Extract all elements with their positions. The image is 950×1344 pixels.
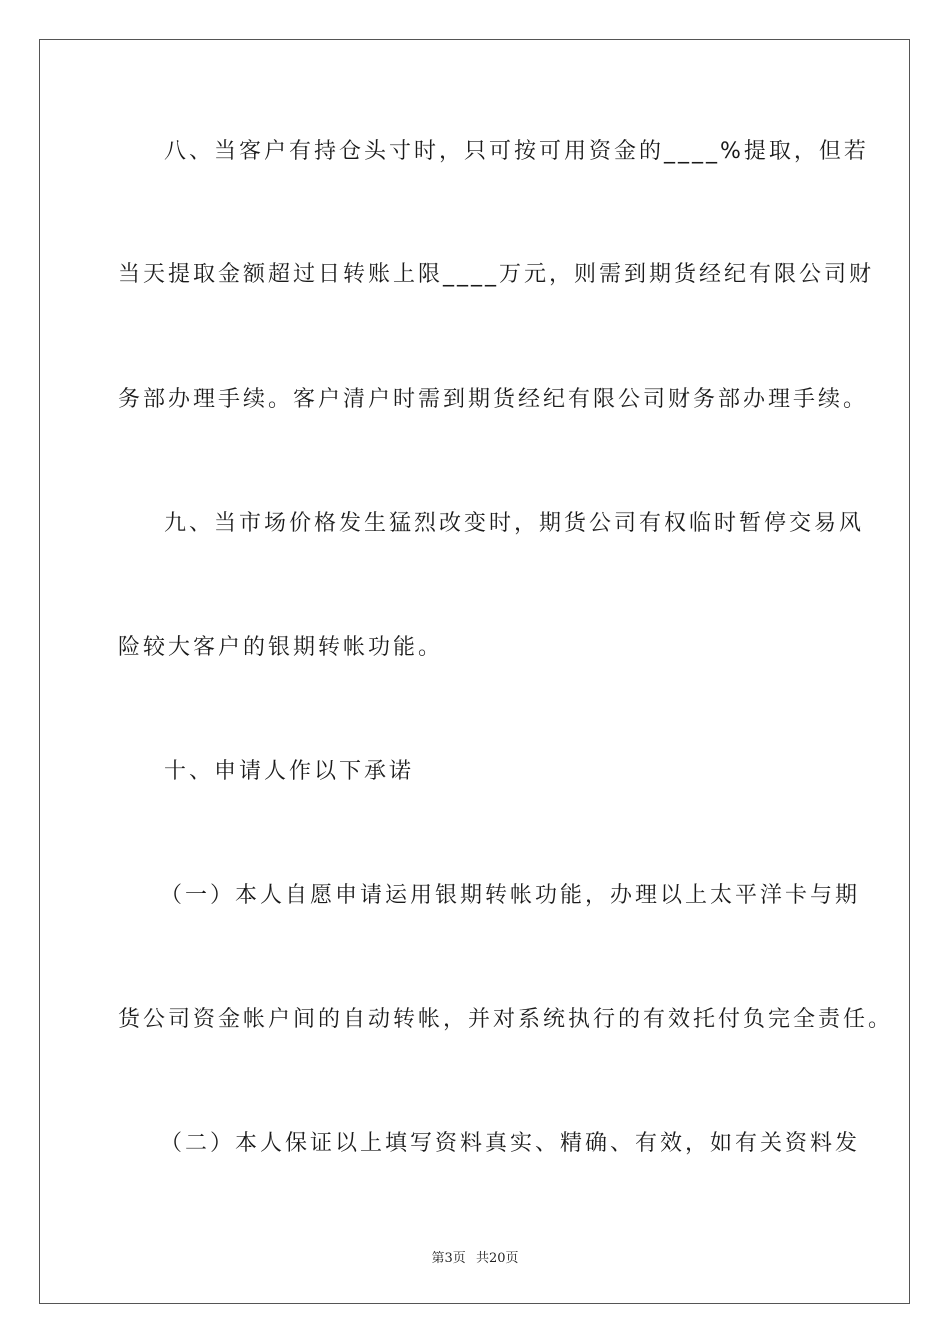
page-border xyxy=(39,39,910,1304)
commitment-2-line-1: （二）本人保证以上填写资料真实、精确、有效，如有关资料发 xyxy=(160,1131,861,1156)
page-number: 第3页 xyxy=(431,1251,466,1266)
clause-8-line-3: 务部办理手续。客户清户时需到期货经纪有限公司财务部办理手续。 xyxy=(118,387,869,412)
clause-10-heading: 十、申请人作以下承诺 xyxy=(164,759,415,784)
commitment-1-line-1: （一）本人自愿申请运用银期转帐功能，办理以上太平洋卡与期 xyxy=(160,883,861,908)
page-total: 共20页 xyxy=(475,1251,519,1266)
clause-8-line-2: 当天提取金额超过日转账上限____万元，则需到期货经纪有限公司财 xyxy=(118,262,875,287)
clause-8-line-1: 八、当客户有持仓头寸时，只可按可用资金的____%提取，但若 xyxy=(164,139,869,164)
clause-9-line-1: 九、当市场价格发生猛烈改变时，期货公司有权临时暂停交易风 xyxy=(164,511,865,536)
clause-9-line-2: 险较大客户的银期转帐功能。 xyxy=(118,635,444,660)
page-footer xyxy=(0,1247,950,1266)
commitment-1-line-2: 货公司资金帐户间的自动转帐，并对系统执行的有效托付负完全责任。 xyxy=(118,1007,894,1032)
